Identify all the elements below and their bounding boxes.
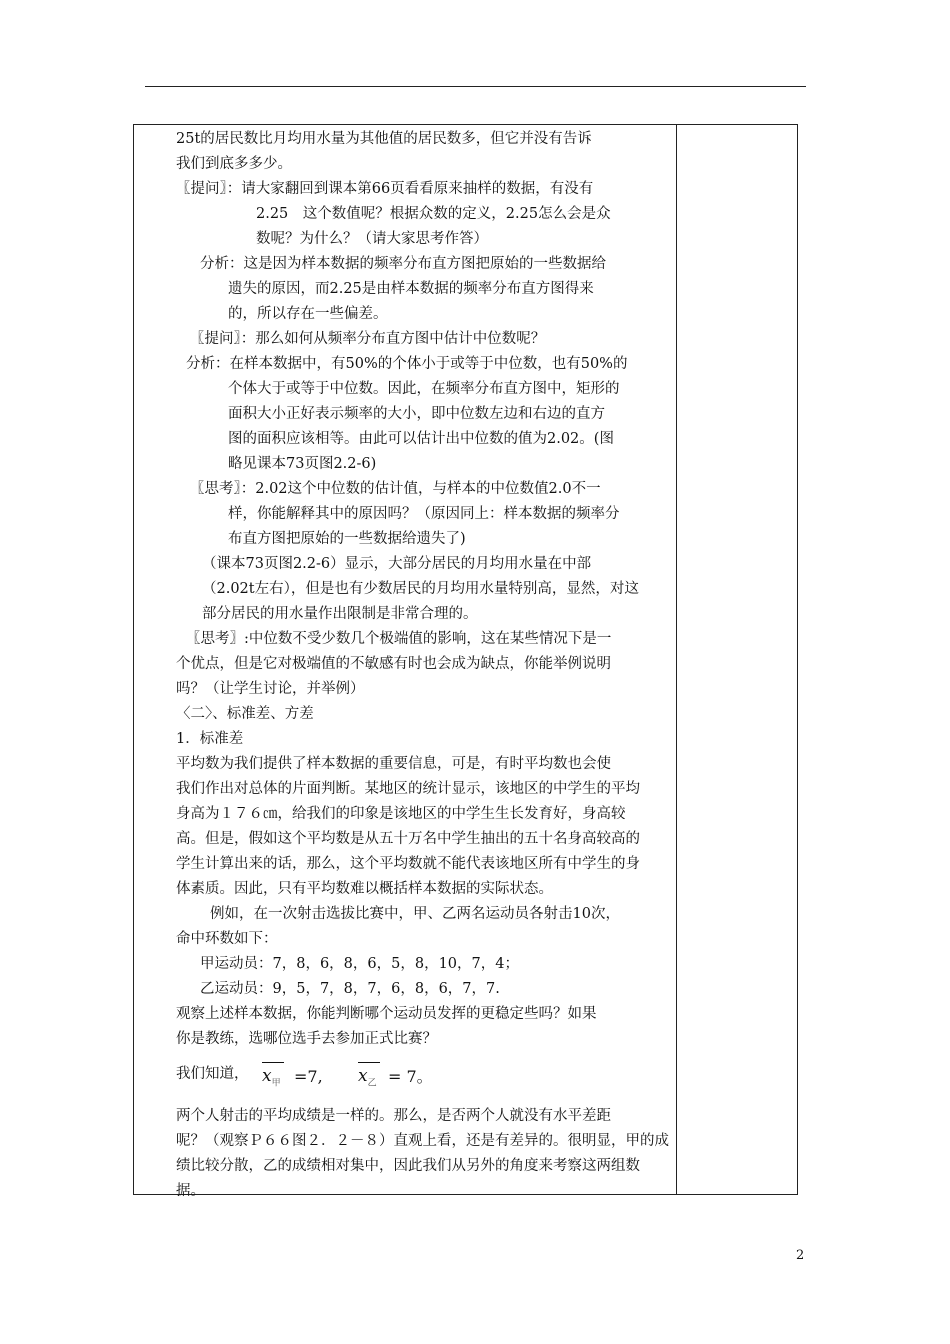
text-line: 高。但是，假如这个平均数是从五十万名中学生抽出的五十名身高较高的: [176, 831, 640, 847]
text-line: 布直方图把原始的一些数据给遗失了): [228, 531, 466, 547]
text-line: 面积大小正好表示频率的大小，即中位数左边和右边的直方: [228, 406, 605, 422]
text-line: 体素质。因此，只有平均数难以概括样本数据的实际状态。: [176, 881, 553, 897]
analysis-text: 分析：在样本数据中，有50%的个体小于或等于中位数，也有50%的: [186, 356, 628, 372]
mean-jia: $x_甲$: [262, 1064, 281, 1096]
text-line: 身高为１７６㎝，给我们的印象是该地区的中学生生长发育好，身高较: [176, 806, 626, 822]
mean-yi-value: = 7。: [388, 1067, 433, 1086]
text-line: 个体大于或等于中位数。因此，在频率分布直方图中，矩形的: [228, 381, 620, 397]
text-line: 呢？（观察Ｐ６６图２．２－８）直观上看，还是有差异的。很明显，甲的成: [176, 1133, 669, 1149]
section-heading: 〈二〉、标准差、方差: [176, 706, 314, 722]
header-rule: [145, 86, 806, 87]
formula-lead: 我们知道，: [176, 1066, 249, 1082]
mean-jia-value: =7,: [294, 1067, 323, 1086]
text-line: 我们到底多多少。: [176, 156, 292, 172]
text-line: 平均数为我们提供了样本数据的重要信息，可是，有时平均数也会使: [176, 756, 611, 772]
table-column-divider: [676, 124, 677, 1195]
think-prompt: 〖思考〗:中位数不受少数几个极端值的影响，这在某些情况下是一: [186, 631, 612, 647]
text-line: 部分居民的用水量作出限制是非常合理的。: [202, 606, 478, 622]
text-line: 学生计算出来的话，那么，这个平均数就不能代表该地区所有中学生的身: [176, 856, 640, 872]
text-line: 吗？（让学生讨论，并举例）: [176, 681, 365, 697]
text-line: （2.02t左右），但是也有少数居民的月均用水量特别高，显然，对这: [202, 581, 639, 597]
text-line: 你是教练，选哪位选手去参加正式比赛？: [176, 1031, 437, 1047]
subsection-heading: 1．标准差: [176, 731, 244, 747]
question-prompt: 〖提问〗：那么如何从频率分布直方图中估计中位数呢？: [190, 331, 546, 347]
analysis-text: 分析：这是因为样本数据的频率分布直方图把原始的一些数据给: [200, 256, 606, 272]
text-line: 的，所以存在一些偏差。: [228, 306, 388, 322]
text-line: 命中环数如下：: [176, 931, 278, 947]
text-line: 遗失的原因，而2.25是由样本数据的频率分布直方图得来: [228, 281, 594, 297]
text-line: 图的面积应该相等。由此可以估计出中位数的值为2.02。(图: [228, 431, 614, 447]
text-line: 据。: [176, 1183, 205, 1199]
text-line: 例如，在一次射击选拔比赛中，甲、乙两名运动员各射击10次，: [210, 906, 620, 922]
text-line: 25t的居民数比月均用水量为其他值的居民数多，但它并没有告诉: [176, 131, 592, 147]
lesson-content: [176, 127, 672, 1204]
text-line: 略见课本73页图2.2-6): [228, 456, 377, 472]
data-line-jia: 甲运动员：7，8，6，8，6，5，8，10，7，4；: [200, 956, 519, 972]
data-line-yi: 乙运动员：9，5，7，8，7，6，8，6，7，7.: [200, 981, 500, 997]
mean-yi: $x_乙$: [358, 1064, 377, 1096]
text-line: 样，你能解释其中的原因吗？（原因同上：样本数据的频率分: [228, 506, 620, 522]
mean-formula: [176, 1058, 672, 1094]
text-line: 观察上述样本数据，你能判断哪个运动员发挥的更稳定些吗？如果: [176, 1006, 597, 1022]
text-line: 数呢？为什么？（请大家思考作答）: [256, 231, 488, 247]
page-number: 2: [796, 1248, 805, 1263]
question-prompt: 〖提问〗：请大家翻回到课本第66页看看原来抽样的数据，有没有: [176, 181, 594, 197]
text-line: 我们作出对总体的片面判断。某地区的统计显示，该地区的中学生的平均: [176, 781, 640, 797]
text-line: 2.25 这个数值呢？根据众数的定义，2.25怎么会是众: [256, 206, 611, 222]
text-line: 个优点，但是它对极端值的不敏感有时也会成为缺点，你能举例说明: [176, 656, 611, 672]
text-line: （课本73页图2.2-6）显示，大部分居民的月均用水量在中部: [202, 556, 592, 572]
text-line: 绩比较分散，乙的成绩相对集中，因此我们从另外的角度来考察这两组数: [176, 1158, 640, 1174]
text-line: 两个人射击的平均成绩是一样的。那么，是否两个人就没有水平差距: [176, 1108, 611, 1124]
think-prompt: 〖思考〗：2.02这个中位数的估计值，与样本的中位数值2.0不一: [190, 481, 601, 497]
